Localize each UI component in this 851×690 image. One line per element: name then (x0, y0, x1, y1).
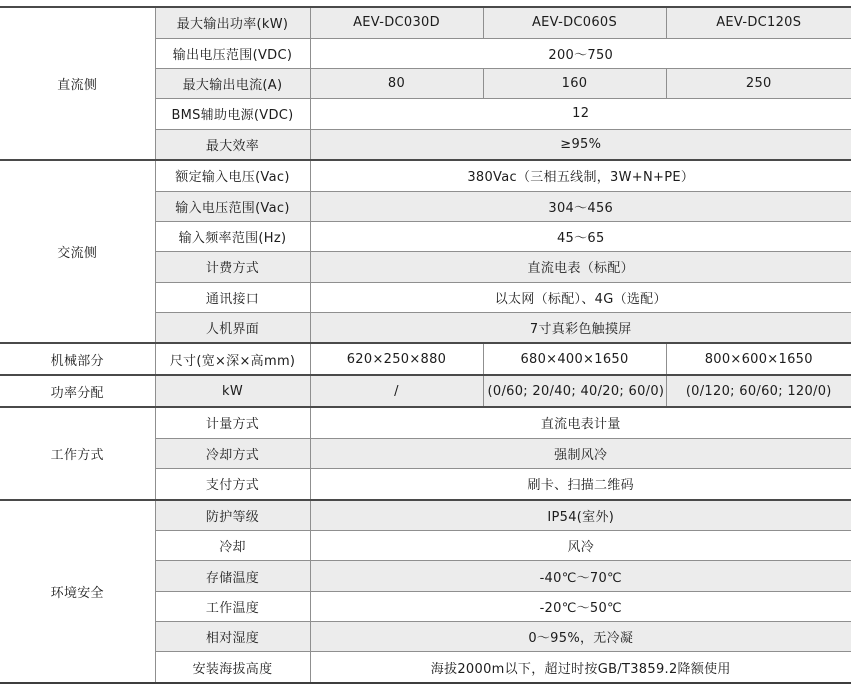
param-label-cell: BMS辅助电源(VDC) (155, 99, 310, 129)
param-label-cell: 输入频率范围(Hz) (155, 221, 310, 251)
value-cell: 680×400×1650 (483, 343, 666, 375)
param-label-cell: 工作温度 (155, 591, 310, 621)
param-label-cell: 计费方式 (155, 252, 310, 282)
value-cell: AEV-DC060S (483, 7, 666, 38)
value-cell: (0/120; 60/60; 120/0) (666, 375, 851, 407)
table-row (0, 375, 851, 407)
value-cell: 250 (666, 68, 851, 98)
value-cell: 45～65 (310, 221, 851, 251)
category-cell: 交流侧 (0, 160, 155, 343)
value-cell: 0～95%，无冷凝 (310, 622, 851, 652)
param-label-cell: 冷却 (155, 531, 310, 561)
value-cell: 直流电表计量 (310, 407, 851, 438)
param-label-cell: 通讯接口 (155, 282, 310, 312)
category-cell: 功率分配 (0, 375, 155, 407)
value-cell: IP54(室外) (310, 500, 851, 531)
value-cell: 200～750 (310, 38, 851, 68)
param-label-cell: 输出电压范围(VDC) (155, 38, 310, 68)
param-label-cell: 最大输出功率(kW) (155, 7, 310, 38)
param-label-cell: 输入电压范围(Vac) (155, 191, 310, 221)
value-cell: 620×250×880 (310, 343, 483, 375)
value-cell: 800×600×1650 (666, 343, 851, 375)
param-label-cell: 安装海拔高度 (155, 652, 310, 683)
category-cell: 机械部分 (0, 343, 155, 375)
value-cell: ≥95% (310, 129, 851, 160)
category-cell: 直流侧 (0, 7, 155, 160)
param-label-cell: 最大输出电流(A) (155, 68, 310, 98)
value-cell: 海拔2000m以下，超过时按GB/T3859.2降额使用 (310, 652, 851, 683)
value-cell: 刷卡、扫描二维码 (310, 468, 851, 499)
value-cell: -20℃～50℃ (310, 591, 851, 621)
param-label-cell: kW (155, 375, 310, 407)
value-cell: -40℃～70℃ (310, 561, 851, 591)
table-row (0, 407, 851, 438)
value-cell: 直流电表（标配） (310, 252, 851, 282)
table-row (0, 500, 851, 531)
value-cell: (0/60; 20/40; 40/20; 60/0) (483, 375, 666, 407)
param-label-cell: 尺寸(宽×深×高mm) (155, 343, 310, 375)
param-label-cell: 支付方式 (155, 468, 310, 499)
category-cell: 工作方式 (0, 407, 155, 499)
value-cell: AEV-DC120S (666, 7, 851, 38)
value-cell: 160 (483, 68, 666, 98)
value-cell: 7寸真彩色触摸屏 (310, 312, 851, 343)
category-cell: 环境安全 (0, 500, 155, 683)
table-row (0, 7, 851, 38)
param-label-cell: 相对湿度 (155, 622, 310, 652)
param-label-cell: 防护等级 (155, 500, 310, 531)
param-label-cell: 人机界面 (155, 312, 310, 343)
value-cell: 12 (310, 99, 851, 129)
param-label-cell: 最大效率 (155, 129, 310, 160)
value-cell: 以太网（标配）、4G（选配） (310, 282, 851, 312)
param-label-cell: 冷却方式 (155, 438, 310, 468)
value-cell: AEV-DC030D (310, 7, 483, 38)
table-row (0, 160, 851, 191)
value-cell: 风冷 (310, 531, 851, 561)
table-row (0, 343, 851, 375)
value-cell: 80 (310, 68, 483, 98)
param-label-cell: 存储温度 (155, 561, 310, 591)
value-cell: 304～456 (310, 191, 851, 221)
value-cell: / (310, 375, 483, 407)
param-label-cell: 额定输入电压(Vac) (155, 160, 310, 191)
param-label-cell: 计量方式 (155, 407, 310, 438)
spec-table (0, 6, 851, 684)
value-cell: 强制风冷 (310, 438, 851, 468)
value-cell: 380Vac（三相五线制，3W+N+PE） (310, 160, 851, 191)
